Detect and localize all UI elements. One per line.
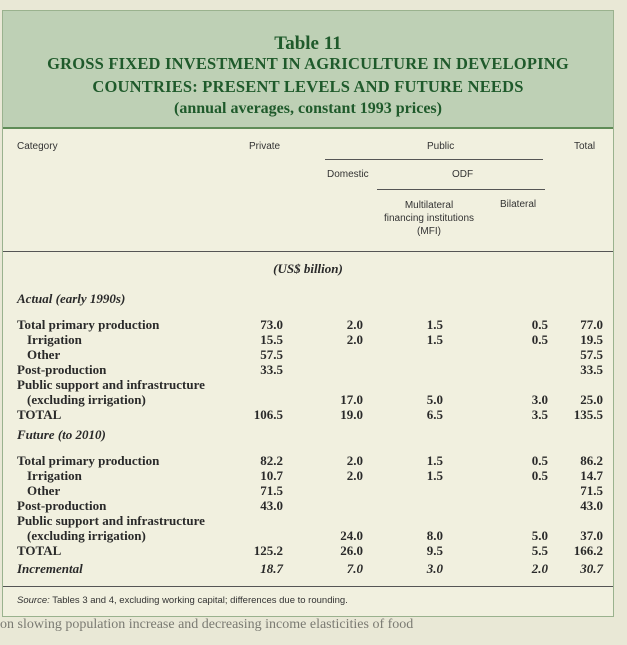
cell-mfi: 3.0 [426, 561, 443, 576]
cell-mfi: 5.0 [426, 392, 443, 407]
col-mfi-line2: financing institutions [383, 213, 475, 224]
cell-label: Other [27, 347, 61, 362]
table-row [3, 392, 613, 407]
cell-label: Total primary production [17, 453, 160, 468]
table-row [3, 483, 613, 498]
cell-label: Post-production [17, 498, 107, 513]
col-total: Total [574, 141, 596, 152]
cell-label: Incremental [17, 561, 83, 576]
col-mfi-line1: Multilateral [404, 200, 454, 211]
cell-domestic: 2.0 [346, 317, 363, 332]
table-row [3, 453, 613, 468]
cell-label: TOTAL [17, 543, 62, 558]
cell-label: Irrigation [27, 332, 82, 347]
table-row [3, 528, 613, 543]
cell-domestic: 26.0 [340, 543, 363, 558]
table-row [3, 347, 613, 362]
unit-label: (US$ billion) [273, 261, 343, 276]
cell-bilateral: 2.0 [531, 561, 548, 576]
table-title-line2: COUNTRIES: PRESENT LEVELS AND FUTURE NEEDS [92, 77, 524, 96]
col-mfi-line3: (MFI) [417, 226, 441, 237]
cell-private: 15.5 [260, 332, 283, 347]
table-header [3, 11, 613, 129]
cell-label: Post-production [17, 362, 107, 377]
table-subtitle: (annual averages, constant 1993 prices) [174, 100, 442, 117]
cell-mfi: 8.0 [426, 528, 443, 543]
cell-label: Other [27, 483, 61, 498]
cell-bilateral: 0.5 [531, 317, 548, 332]
cell-private: 106.5 [253, 407, 283, 422]
table-row [3, 332, 613, 347]
cell-mfi: 1.5 [426, 317, 443, 332]
cell-domestic: 17.0 [340, 392, 363, 407]
cell-bilateral: 0.5 [531, 468, 548, 483]
cell-label: Total primary production [17, 317, 160, 332]
cell-label: Public support and infrastructure [17, 513, 205, 528]
cell-private: 43.0 [260, 498, 283, 513]
col-category: Category [17, 141, 58, 152]
cell-total: 86.2 [580, 453, 603, 468]
odf-rule [377, 189, 545, 190]
source-note [17, 595, 348, 606]
cell-mfi: 9.5 [426, 543, 443, 558]
cell-label: Public support and infrastructure [17, 377, 205, 392]
cell-mfi: 1.5 [426, 332, 443, 347]
cell-mfi: 6.5 [426, 407, 443, 422]
source-label: Source: [17, 595, 50, 606]
header-rule [3, 251, 613, 252]
table-title-line1: GROSS FIXED INVESTMENT IN AGRICULTURE IN DEVELOPING [47, 54, 569, 73]
table-row [3, 468, 613, 483]
cell-bilateral: 3.0 [531, 392, 548, 407]
cell-private: 57.5 [260, 347, 283, 362]
cell-mfi: 1.5 [426, 468, 443, 483]
source-text: Tables 3 and 4, excluding working capital; differences due to rounding. [49, 595, 348, 606]
cell-domestic: 19.0 [340, 407, 363, 422]
section-future: Future (to 2010) [17, 427, 106, 442]
section-actual: Actual (early 1990s) [17, 291, 126, 306]
cell-bilateral: 0.5 [531, 453, 548, 468]
cell-private: 125.2 [253, 543, 283, 558]
cell-bilateral: 5.0 [531, 528, 548, 543]
cell-mfi: 1.5 [426, 453, 443, 468]
page-body-text: on slowing population increase and decreasing income elasticities of food [0, 617, 414, 632]
cell-domestic: 2.0 [346, 468, 363, 483]
cell-bilateral: 3.5 [531, 407, 548, 422]
table-number: Table 11 [274, 33, 342, 54]
cell-label: (excluding irrigation) [27, 528, 146, 543]
cell-total: 14.7 [580, 468, 603, 483]
cell-total: 37.0 [580, 528, 603, 543]
cell-total: 30.7 [580, 561, 603, 576]
table-row [3, 543, 613, 558]
table-row [3, 513, 613, 528]
table-row [3, 407, 613, 422]
table-panel [2, 10, 614, 617]
cell-domestic: 2.0 [346, 453, 363, 468]
col-public: Public [427, 141, 455, 152]
col-odf: ODF [452, 169, 474, 180]
cell-total: 25.0 [580, 392, 603, 407]
cell-total: 166.2 [573, 543, 603, 558]
cell-total: 57.5 [580, 347, 603, 362]
col-mfi [377, 199, 481, 238]
cell-private: 82.2 [260, 453, 283, 468]
incremental-row [3, 561, 613, 576]
cell-label: (excluding irrigation) [27, 392, 146, 407]
cell-private: 18.7 [260, 561, 283, 576]
table-row [3, 362, 613, 377]
cell-total: 71.5 [580, 483, 603, 498]
cell-domestic: 24.0 [340, 528, 363, 543]
cell-total: 33.5 [580, 362, 603, 377]
cell-private: 71.5 [260, 483, 283, 498]
cell-label: Irrigation [27, 468, 82, 483]
col-domestic: Domestic [327, 169, 369, 180]
table-row [3, 498, 613, 513]
table-row [3, 317, 613, 332]
cell-total: 19.5 [580, 332, 603, 347]
cell-bilateral: 5.5 [531, 543, 548, 558]
table-row [3, 377, 613, 392]
col-private: Private [249, 141, 281, 152]
cell-domestic: 7.0 [346, 561, 363, 576]
col-bilateral: Bilateral [500, 199, 537, 210]
cell-private: 33.5 [260, 362, 283, 377]
cell-domestic: 2.0 [346, 332, 363, 347]
cell-total: 43.0 [580, 498, 603, 513]
cell-bilateral: 0.5 [531, 332, 548, 347]
cell-label: TOTAL [17, 407, 62, 422]
cell-private: 10.7 [260, 468, 283, 483]
public-rule [325, 159, 543, 160]
cell-total: 77.0 [580, 317, 603, 332]
cell-private: 73.0 [260, 317, 283, 332]
table-footer [3, 586, 613, 617]
cell-total: 135.5 [573, 407, 603, 422]
